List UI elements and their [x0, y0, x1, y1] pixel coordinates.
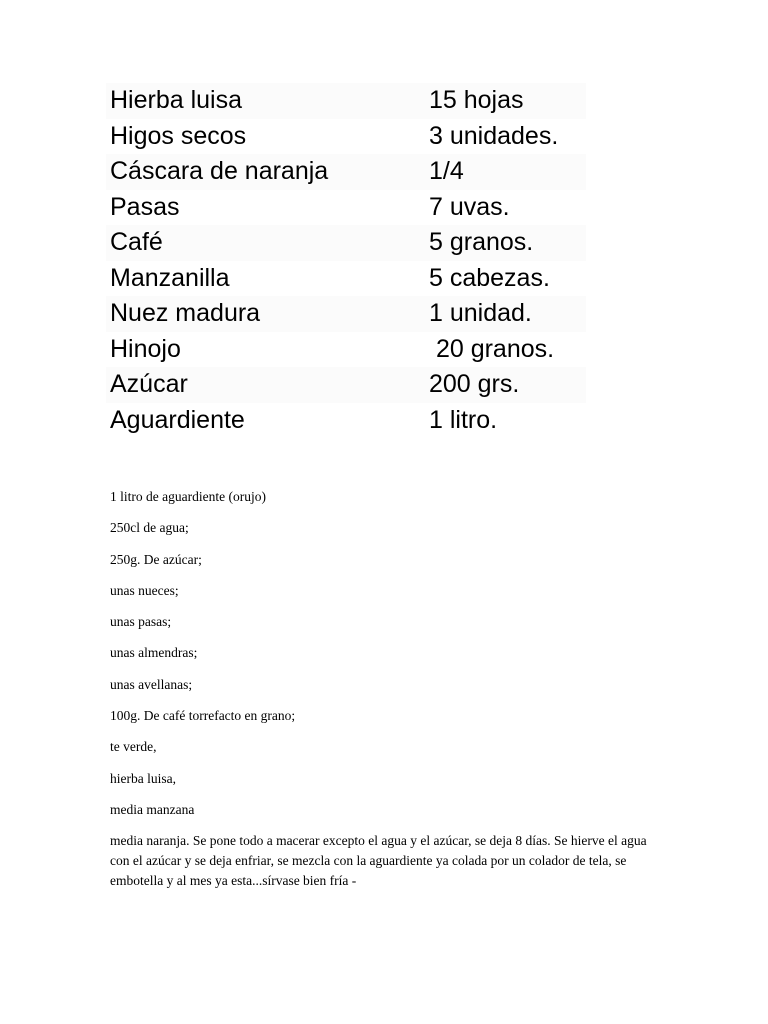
ingredient-quantity: 5 cabezas. — [429, 263, 550, 292]
recipe-line: unas nueces; — [110, 582, 179, 598]
ingredient-name: Pasas — [110, 192, 180, 221]
recipe-line: media manzana — [110, 801, 195, 817]
recipe-line: hierba luisa, — [110, 770, 176, 786]
ingredient-name: Café — [106, 225, 425, 261]
ingredient-quantity: 1 unidad. — [425, 296, 586, 332]
ingredient-name: Higos secos — [110, 121, 247, 150]
table-row — [106, 119, 586, 155]
ingredient-quantity: 200 grs. — [425, 367, 586, 403]
ingredient-name: Cáscara de naranja — [106, 154, 425, 190]
table-row — [106, 367, 586, 403]
ingredient-name: Aguardiente — [110, 405, 245, 434]
table-row — [106, 190, 586, 226]
ingredient-quantity: 1/4 — [425, 154, 586, 190]
ingredient-quantity: 3 unidades. — [429, 121, 559, 150]
ingredient-quantity: 15 hojas — [425, 83, 586, 119]
recipe-line: te verde, — [110, 739, 157, 755]
table-row — [106, 225, 586, 261]
ingredient-quantity: 1 litro. — [429, 405, 498, 434]
recipe-line: unas almendras; — [110, 645, 198, 661]
table-row — [106, 154, 586, 190]
ingredient-name: Hierba luisa — [106, 83, 425, 119]
table-row — [106, 403, 586, 439]
recipe-line: 1 litro de aguardiente (orujo) — [110, 489, 266, 504]
ingredient-quantity: 5 granos. — [425, 225, 586, 261]
recipe-line: unas avellanas; — [110, 676, 193, 692]
recipe-instructions: media naranja. Se pone todo a macerar excepto el agua y el azúcar, se deja 8 días. Se hierve el agua con el azúcar y se deja enfriar, se mezcla con la aguardiente ya colada por un colador de tela, se embotella y al mes ya esta...sírvase bien fría - — [110, 833, 647, 889]
table-row — [106, 83, 586, 119]
recipe-text — [110, 487, 665, 903]
table-row — [106, 332, 586, 368]
ingredient-quantity: 20 granos. — [429, 334, 555, 363]
recipe-line: 250g. De azúcar; — [110, 551, 202, 567]
ingredient-name: Nuez madura — [106, 296, 425, 332]
recipe-line: 250cl de agua; — [110, 520, 189, 536]
table-row — [106, 296, 586, 332]
ingredient-name: Hinojo — [110, 334, 181, 363]
table-row — [106, 261, 586, 297]
recipe-line: 100g. De café torrefacto en grano; — [110, 708, 296, 724]
ingredient-quantity: 7 uvas. — [429, 192, 510, 221]
ingredient-name: Azúcar — [106, 367, 425, 403]
recipe-line: unas pasas; — [110, 614, 172, 630]
ingredient-table — [106, 83, 586, 438]
ingredient-name: Manzanilla — [110, 263, 230, 292]
